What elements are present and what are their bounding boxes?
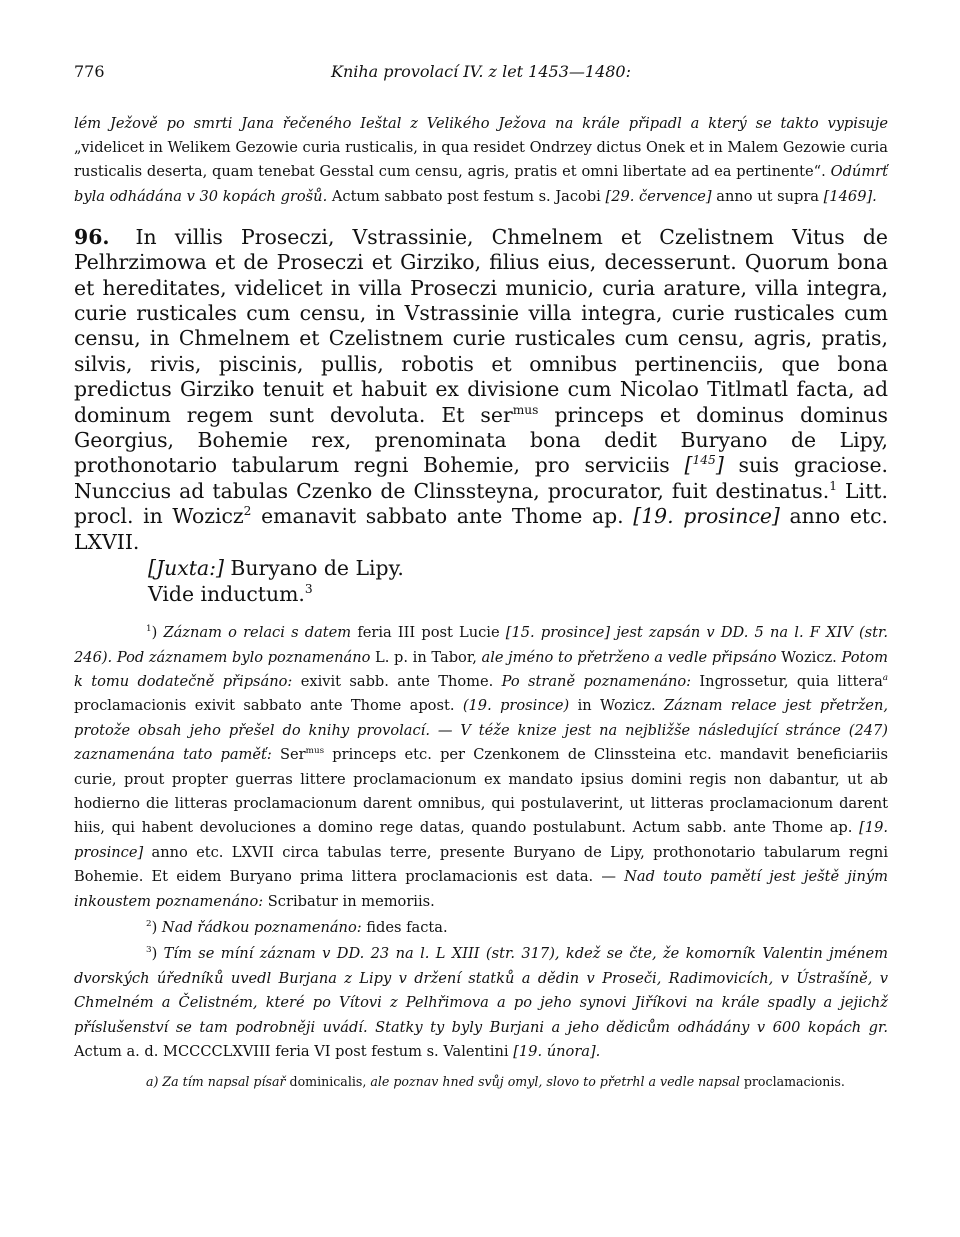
entry-note-lines [74,555,888,607]
page-number: 776 [74,62,105,81]
italic-run: Nad touto pamětí jest ještě jiným inkoustem poznamenáno: [74,868,888,910]
subnote-mark: a) [146,1074,159,1090]
italic-run: [1469]. [823,187,877,205]
italic-run: [ [684,453,693,478]
footnote-1: $^1$) Záznam o relaci s datem feria III post Lucie [15. prosince] jest zapsán v DD. 5 na l. F XIV (str. 246). Pod záznamem bylo poznamenáno L. p. in Tabor, ale jméno to přetrženo a vedle připsáno Wozicz. Potom k tomu dodatečně připsáno: exivit sabb. ante Thome. Po straně poznamenáno: Ingrossetur, quia littera$^a$ proclamacionis exivit sabbato ante Thome apost. (19. prosince) in Wozicz. Záznam relace jest přetržen, protože obsah jeho přešel do knihy provolací. — V téže knize jest na nejbližše následující stránce (247) zaznamenána tato paměť: Ser$^{mus}$ princeps etc. per Czenkonem de Clinssteina etc. mandavit beneficiariis curie, prout propter guerras littere proclamacionum ex mandato ipsius domini regis non dabantur, ut ab hodierno die litteras proclamacionum darent omnibus, qui postulaverint, ut litteras proclamacionum darent hiis, qui habent devoluciones a domino rege datas, quando postulabunt. Actum sabb. ante Thome ap. [19. prosince] anno etc. LXVII circa tabulas terre, presente Buryano de Lipy, prothonotario tabularum regni Bohemie. Et eidem Buryano prima littera proclamacionis est data. — Nad touto pamětí jest ještě jiným inkoustem poznamenáno: Scribatur in memoriis. [74,624,889,910]
text-run: in Wozicz. [569,697,664,715]
italic-run: ale poznav hned svůj omyl, slovo to přetrhl a vedle napsal [370,1074,740,1090]
italic-run: (19. prosince) [462,697,570,715]
text-run: Buryano de Lipy. [223,556,404,581]
vide-inductum-line [74,581,888,607]
text-run: emanavit sabbato ante Thome ap. [251,504,634,529]
italic-run: [Juxta:] [148,556,224,581]
text-run: anno ut supra [711,187,824,205]
text-run: anno etc. LXVII. [74,504,888,554]
italic-run: Odúmrť byla odhádána v 30 kopách grošů. [74,163,888,205]
superscript-run: a [882,673,889,684]
italic-run: [29. července] [605,187,712,205]
superscript-run: mus [305,746,325,757]
subnote-a [74,1072,888,1091]
italic-run: ] [715,453,724,478]
footnote-mark: 3 [146,945,152,956]
text-run: proclamacionis. [739,1074,845,1090]
footnote-3: $^3$) Tím se míní záznam v DD. 23 na l. L XIII (str. 317), kdež se čte, že komorník Valentin jménem dvorských úředníků uvedl Burjana z Lipy v držení statků a dědin v Proseči, Radimovicích, v Ústrašíně, v Chmelném a Čelistném, které po Vítovi z Pelhřimova a po jeho synovi Jiříkovi na krále spadly a jejichž příslušenství se tam podrobněji uvádí. Statky ty byly Burjani a jeho dědicům odhádány v 600 kopách gr. Actum a. d. MCCCCLXVIII feria VI post festum s. Valentini [19. února]. [74,945,888,1060]
superscript-run: 145 [692,453,716,468]
text-run: princeps etc. per Czenkonem de Clinssteina etc. mandavit beneficiariis curie, prout propter guerras littere proclamacionum ex mandato ipsius domini regis non dabantur, ut ab hodierno die litteras proclamacionum darent omnibus, qui postulaverint, ut litteras proclamacionum darent hiis, qui habent devoluciones a domino rege datas, quando postulabunt. Actum sabb. ante Thome ap. [74,746,888,837]
juxta-line [74,555,888,581]
footnote-2: $^2$) Nad řádkou poznamenáno: fides facta. [146,918,448,936]
entry-number: 96. [74,224,110,249]
text-run: „videlicet in Welikem Gezowie curia rusticalis, in qua residet Ondrzey dictus Onek et in Malem Gezowie curia rusticalis deserta, quam tenebat Gesstal cum censu, agris, pratis et omni libertate ad ea pertinente“. [74,139,888,181]
superscript-run: mus [512,402,539,417]
entry-text [74,225,888,554]
text-run: princeps et dominus dominus Georgius, Bohemie rex, prenominata bona dedit Buryano de Lipy, prothonotario tabularum regni Bohemie, pro serviciis [74,402,888,478]
text-run: L. p. in Tabor, [370,648,482,666]
superscript-run: 3 [304,582,313,597]
subnote-text [158,1074,844,1089]
text-run: fides facta. [361,918,448,936]
text-run: exivit sabb. ante Thome. [292,672,502,690]
text-run: Ingrossetur, quia littera [691,672,883,690]
italic-run: Tím se míní záznam v DD. 23 na l. L XIII (str. 317), kdež se čte, že komorník Valentin jménem dvorských úředníků uvedl Burjana z Lipy v držení statků a dědin v Proseči, Radimovicích, v Ústrašíně, v Chmelném a Čelistném, které po Vítovi z Pelhřimova a po jeho synovi Jiříkovi na krále spadly a jejichž příslušenství se tam podrobněji uvádí. Statky ty byly Burjani a jeho dědicům odhádány v 600 kopách gr. [74,945,888,1036]
italic-run: Za tím napsal písař [158,1074,286,1090]
text-run: feria III post Lucie [351,624,506,642]
text-run: In villis Proseczi, Vstrassinie, Chmelnem et Czelistnem Vitus de Pelhrzimowa et de Proseczi et Girziko, filius eius, decesserunt. Quorum bona et hereditates, videlicet in villa Proseczi municio, curia arature, villa integra, curie rusticales cum censu, in Vstrassinie villa integra, curie rusticales cum censu, in Chmelnem et Czelistnem curie rusticales cum censu, agris, pratis, silvis, rivis, piscinis, pullis, robotis et omnibus pertinenciis, que bona predictus Girziko tenuit et habuit ex divisione cum Nicolao Titlmatl facta, ad dominum regem sunt devoluta. Et ser [74,224,888,427]
text-run: dominicalis, [285,1074,371,1090]
italic-run: lém Ježově po smrti Jana řečeného Ieštal z Velikého Ježova na krále připadl a který se takto vypisuje [74,115,888,132]
italic-run: Potom k tomu dodatečně připsáno: [74,648,888,690]
italic-run: [19. prosince] [633,504,780,529]
footnote-mark: 1 [146,624,152,635]
running-title: Kniha provolací IV. z let 1453—1480: [330,62,631,81]
entry-96 [74,225,888,555]
text-run: Litt. procl. in Wozicz [74,478,888,529]
page-header [74,62,888,92]
text-run: Actum a. d. MCCCCLXVIII feria VI post festum s. Valentini [74,1043,514,1060]
italic-run: [19. února]. [513,1043,601,1060]
footnote-text [74,945,888,1060]
text-run: suis graciose. Nunccius ad tabulas Czenko de Clinssteyna, procurator, fuit destinatus. [74,453,889,503]
text-run: Actum sabbato post festum s. Jacobi [327,187,606,205]
document-page [74,62,888,1091]
footnotes [74,621,888,1091]
italic-run: ale jméno to přetrženo a vedle připsáno [481,648,777,666]
text-run: anno etc. LXVII circa tabulas terre, presente Buryano de Lipy, prothonotario tabularum regni Bohemie. Et eidem Buryano prima littera proclamacionis est data. — [74,843,888,886]
italic-run: Po straně poznamenáno: [501,672,692,690]
footnote-text [157,919,447,936]
italic-run: Záznam o relaci s datem [157,624,352,642]
continuation-paragraph [74,112,888,209]
italic-run: Nad řádkou poznamenáno: [157,918,362,936]
text-run: Scribatur in memoriis. [263,892,435,910]
superscript-run: 1 [829,479,837,494]
text-run: proclamacionis exivit sabbato ante Thome apost. [74,697,463,715]
italic-run: [19. prosince] [74,819,888,861]
italic-run: [15. prosince] jest zapsán v DD. 5 na l. F XIV (str. 246). Pod záznamem bylo poznamenáno [74,624,889,666]
text-run: Wozicz. [776,648,842,666]
footnote-text [74,624,888,909]
text-run: Ser [271,746,306,764]
italic-run: Záznam relace jest přetržen, protože obsah jeho přešel do knihy provolací. — V téže knize jest na nejbližše následující stránce (247) zaznamenána tato paměť: [74,697,888,764]
text-run: Vide inductum. [148,582,305,607]
footnote-mark: 2 [146,919,152,930]
superscript-run: 2 [243,504,252,519]
